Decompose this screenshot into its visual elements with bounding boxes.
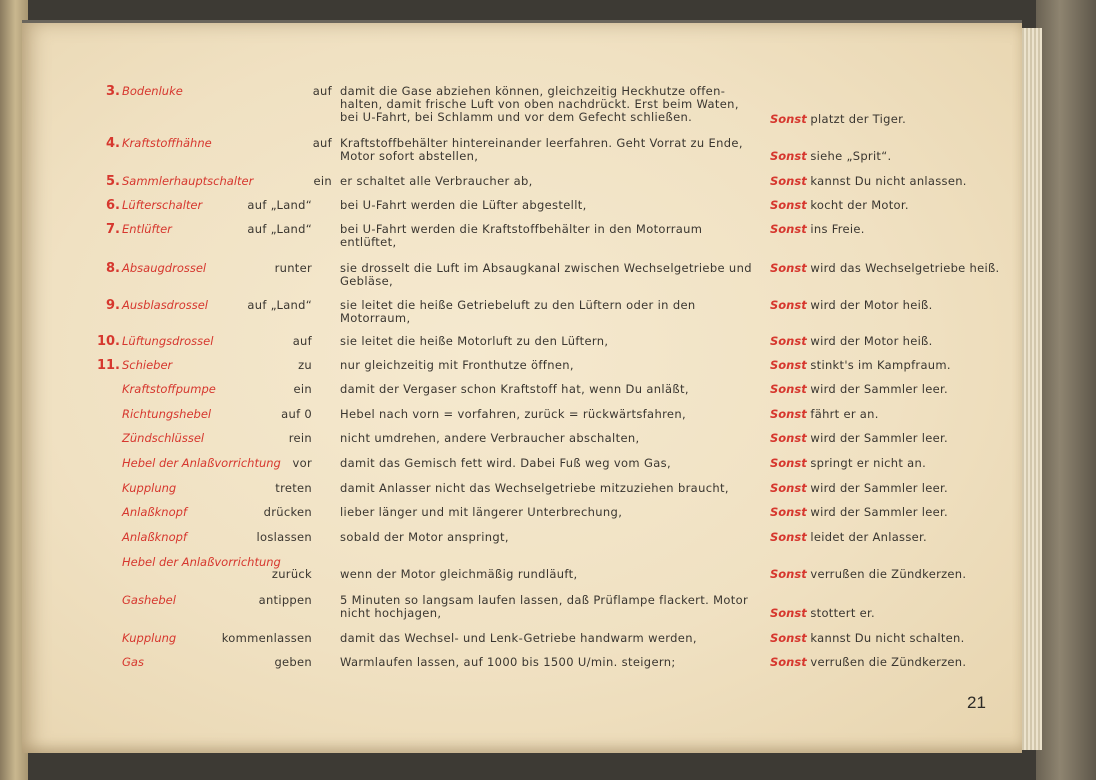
reason-text: damit Anlasser nicht das Wechselgetriebe mitzuziehen braucht,: [340, 481, 729, 495]
sonst-label: Sonst: [770, 222, 807, 236]
sonst-label: Sonst: [770, 174, 807, 188]
control-action: runter: [274, 261, 312, 275]
consequence: [770, 299, 1000, 312]
consequence-text: stottert er.: [810, 606, 875, 620]
table-row: [22, 85, 1022, 135]
sonst-label: Sonst: [770, 655, 807, 669]
control-name: Hebel der Anlaßvorrichtung: [122, 456, 281, 470]
page-number: 21: [967, 693, 986, 712]
consequence-text: siehe „Sprit“.: [810, 149, 892, 163]
consequence-text: verrußen die Zündkerzen.: [810, 655, 967, 669]
reason-text: damit das Gemisch fett wird. Dabei Fuß weg vom Gas,: [340, 456, 671, 470]
reason-text: nur gleichzeitig mit Fronthutze öffnen,: [340, 358, 574, 372]
reason-text: sie leitet die heiße Motorluft zu den Lüftern,: [340, 334, 609, 348]
control-name: Lüftungsdrossel: [122, 334, 214, 348]
consequence: [770, 568, 1000, 581]
reason-text: nicht umdrehen, andere Verbraucher abschalten,: [340, 431, 640, 445]
reason-text: lieber länger und mit längerer Unterbrechung,: [340, 505, 623, 519]
consequence-text: kocht der Motor.: [810, 198, 909, 212]
consequence-text: springt er nicht an.: [810, 456, 927, 470]
consequence: [770, 632, 1000, 645]
consequence-text: kannst Du nicht schalten.: [810, 631, 965, 645]
sonst-label: Sonst: [770, 481, 807, 495]
sonst-label: Sonst: [770, 631, 807, 645]
consequence: [770, 656, 1000, 669]
control-name: Kupplung: [122, 481, 177, 495]
sonst-label: Sonst: [770, 407, 807, 421]
sonst-label: Sonst: [770, 382, 807, 396]
sonst-label: Sonst: [770, 112, 807, 126]
reason-text: wenn der Motor gleichmäßig rundläuft,: [340, 567, 578, 581]
consequence: [770, 457, 1000, 470]
control-name: Kraftstoffpumpe: [122, 382, 216, 396]
item-number: 9.: [106, 298, 120, 313]
consequence-text: stinkt's im Kampfraum.: [810, 358, 951, 372]
sonst-label: Sonst: [770, 198, 807, 212]
reason-text: bei U-Fahrt werden die Kraftstoffbehälter in den Motorraum entlüftet,: [340, 222, 703, 249]
consequence-text: leidet der Anlasser.: [810, 530, 927, 544]
control-action: vor: [292, 456, 312, 470]
consequence: [770, 506, 1000, 519]
control-action: auf „Land“: [247, 222, 312, 236]
reason-text: Warmlaufen lassen, auf 1000 bis 1500 U/min. steigern;: [340, 655, 676, 669]
control-action: auf „Land“: [247, 298, 312, 312]
consequence: [770, 223, 1000, 236]
control-name: Anlaßknopf: [122, 530, 187, 544]
control-name: Gas: [122, 655, 144, 669]
reason-text: Hebel nach vorn = vorfahren, zurück = rückwärtsfahren,: [340, 407, 686, 421]
control-action: geben: [274, 655, 312, 669]
control-name: Absaugdrossel: [122, 261, 207, 275]
sonst-label: Sonst: [770, 358, 807, 372]
control-name: Entlüfter: [122, 222, 172, 236]
sonst-label: Sonst: [770, 530, 807, 544]
consequence-text: wird der Motor heiß.: [810, 298, 933, 312]
item-number: 6.: [106, 198, 120, 213]
control-name: Hebel der Anlaßvorrichtung: [122, 555, 281, 569]
book-page: [22, 20, 1022, 753]
control-name: Zündschlüssel: [122, 431, 205, 445]
consequence-text: ins Freie.: [810, 222, 865, 236]
control-action: zu: [298, 358, 312, 372]
consequence: [770, 607, 1000, 620]
control-action: kommenlassen: [221, 631, 312, 645]
consequence-text: wird der Motor heiß.: [810, 334, 933, 348]
item-number: 5.: [106, 174, 120, 189]
control-action: auf: [312, 136, 332, 150]
reason-text: bei U-Fahrt werden die Lüfter abgestellt,: [340, 198, 587, 212]
consequence-text: wird der Sammler leer.: [810, 481, 948, 495]
item-number: 4.: [106, 136, 120, 151]
control-action: treten: [275, 481, 312, 495]
control-action: zurück: [271, 567, 312, 581]
consequence: [770, 359, 1000, 372]
reason-text: er schaltet alle Verbraucher ab,: [340, 174, 533, 188]
control-name: Schieber: [122, 358, 173, 372]
consequence-text: wird der Sammler leer.: [810, 505, 948, 519]
item-number: 3.: [106, 84, 120, 99]
reason-text: sobald der Motor anspringt,: [340, 530, 509, 544]
sonst-label: Sonst: [770, 431, 807, 445]
sonst-label: Sonst: [770, 298, 807, 312]
consequence: [770, 383, 1000, 396]
control-name: Anlaßknopf: [122, 505, 187, 519]
reason-text: sie leitet die heiße Getriebeluft zu den Lüftern oder in den Motorraum,: [340, 298, 696, 325]
control-action: rein: [288, 431, 312, 445]
item-number: 7.: [106, 222, 120, 237]
consequence-text: kannst Du nicht anlassen.: [810, 174, 967, 188]
reason-text: damit das Wechsel- und Lenk-Getriebe handwarm werden,: [340, 631, 697, 645]
control-action: drücken: [263, 505, 312, 519]
consequence: [770, 531, 1000, 544]
control-action: ein: [293, 382, 312, 396]
consequence-text: wird der Sammler leer.: [810, 431, 948, 445]
reason-text: 5 Minuten so langsam laufen lassen, daß Prüflampe flackert. Motor nicht hochjagen,: [340, 593, 749, 620]
checklist-table: [22, 23, 1022, 753]
sonst-label: Sonst: [770, 505, 807, 519]
sonst-label: Sonst: [770, 567, 807, 581]
sonst-label: Sonst: [770, 149, 807, 163]
consequence: [770, 175, 1000, 188]
sonst-label: Sonst: [770, 261, 807, 275]
control-name: Gashebel: [122, 593, 176, 607]
control-name: Kupplung: [122, 631, 177, 645]
control-action: auf: [312, 84, 332, 98]
consequence: [770, 113, 1000, 126]
consequence: [770, 482, 1000, 495]
control-name: Bodenluke: [122, 84, 183, 98]
control-action: auf „Land“: [247, 198, 312, 212]
sonst-label: Sonst: [770, 606, 807, 620]
control-name: Kraftstoffhähne: [122, 136, 212, 150]
consequence: [770, 150, 1000, 163]
control-name: Richtungshebel: [122, 407, 212, 421]
control-action: auf: [292, 334, 312, 348]
consequence: [770, 335, 1000, 348]
control-name: Lüfterschalter: [122, 198, 203, 212]
reason-text: damit der Vergaser schon Kraftstoff hat, wenn Du anläßt,: [340, 382, 689, 396]
consequence-text: verrußen die Zündkerzen.: [810, 567, 967, 581]
control-name: Sammlerhauptschalter: [122, 174, 254, 188]
control-action: ein: [313, 174, 332, 188]
item-number: 8.: [106, 261, 120, 276]
item-number: 11.: [96, 358, 120, 373]
reason-text: damit die Gase abziehen können, gleichzeitig Heckhutze offen-halten, damit frische Luft von oben nachdrückt. Erst beim Waten, bei U-Fahrt, bei Schlamm und vor dem Gefecht schließen.: [340, 84, 739, 124]
consequence: [770, 199, 1000, 212]
consequence-text: fährt er an.: [810, 407, 879, 421]
sonst-label: Sonst: [770, 334, 807, 348]
table-row: [22, 656, 1022, 706]
reason-text: sie drosselt die Luft im Absaugkanal zwischen Wechselgetriebe und Gebläse,: [340, 261, 752, 288]
consequence-text: wird das Wechselgetriebe heiß.: [810, 261, 1000, 275]
consequence: [770, 432, 1000, 445]
control-action: auf 0: [281, 407, 312, 421]
control-name: Ausblasdrossel: [122, 298, 208, 312]
control-action: loslassen: [256, 530, 312, 544]
consequence-text: platzt der Tiger.: [810, 112, 907, 126]
control-action: antippen: [258, 593, 312, 607]
consequence-text: wird der Sammler leer.: [810, 382, 948, 396]
consequence: [770, 408, 1000, 421]
consequence: [770, 262, 1000, 275]
item-number: 10.: [96, 334, 120, 349]
right-book-cover: [1036, 0, 1096, 780]
sonst-label: Sonst: [770, 456, 807, 470]
reason-text: Kraftstoffbehälter hintereinander leerfahren. Geht Vorrat zu Ende, Motor sofort abstellen,: [340, 136, 743, 163]
